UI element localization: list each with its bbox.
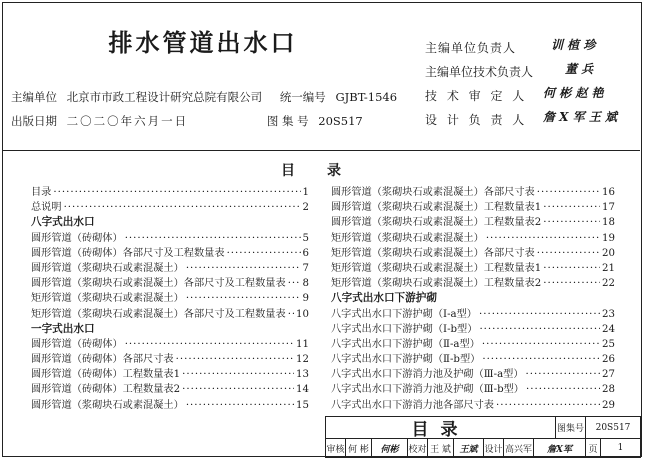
reviewer-label: 技 术 审 定 人 [425,89,528,103]
toc-entry-label: 圆形管道（浆砌块石或素混凝土）各部尺寸表 [331,187,535,198]
toc-entry[interactable] [31,231,309,246]
toc-leader-dots [482,337,600,352]
toc-section-heading [31,215,309,230]
toc-left-column [31,185,309,413]
toc-entry-label: 圆形管道（砖砌体）各部尺寸表 [31,354,174,366]
toc-entry-label: 八字式出水口下游护砌（Ⅰ-b型） [331,323,478,335]
toc-entry-label: 八字式出水口下游护砌 [331,292,437,305]
designer-name: 高兴军 [504,439,534,458]
toc-entry-label: 圆形管道（浆砌块石或素混凝土）工程数量表2 [331,217,542,229]
toc-entry[interactable] [331,382,615,397]
designer-label: 设 计 负 责 人 [425,113,528,127]
toc-leader-dots [543,276,600,291]
toc-leader-dots [125,231,301,246]
toc-entry[interactable] [31,352,309,367]
tech-head-label: 主编单位技术负责人 [425,65,534,79]
toc-entry[interactable] [331,276,615,291]
page-number: 1 [601,439,641,458]
unit-head-signature: 训 植 珍 [551,38,596,52]
toc-leader-dots [537,185,600,200]
toc-leader-dots [186,291,301,306]
toc-leader-dots [176,352,294,367]
editor-unit-line [11,89,397,105]
toc-entry[interactable] [331,215,615,230]
tech-head-signature: 董 兵 [565,62,594,76]
toc-entry-page: 11 [296,338,309,350]
atlas-no-label: 图集号 [556,417,586,439]
toc-leader-dots [288,307,294,322]
toc-entry-label: 八字式出水口下游护砌（Ⅱ-b型） [331,354,481,366]
toc-section-heading [31,322,309,337]
editor-unit: 北京市市政工程设计研究总院有限公司 [66,90,263,104]
toc-entry[interactable] [331,307,615,322]
toc-entry-page: 22 [602,278,615,290]
title-block-name: 目录 [326,417,556,439]
toc-entry-label: 圆形管道（浆砌块石或素混凝土） [31,262,184,274]
designer-sign: 詹X军 [534,439,586,458]
toc-entry-page: 16 [602,187,615,198]
designer-signature: 詹 X 军 王 斌 [543,110,618,124]
page-label: 页 [586,439,601,458]
pub-date-label: 出版日期 [11,114,57,128]
toc-entry-page: 15 [296,399,309,411]
toc-entry-page: 27 [602,369,615,381]
toc-leader-dots [543,215,600,230]
toc-entry-page: 9 [302,293,309,305]
toc-entry-label: 总说明 [31,202,62,214]
toc-entry-label: 圆形管道（砖砌体） [31,338,123,350]
toc-entry-page: 29 [602,399,615,411]
toc-leader-dots [479,307,600,322]
toc-leader-dots [186,398,294,413]
toc-entry-label: 八字式出水口下游消力池及护砌（Ⅲ-b型） [331,384,524,396]
toc-entry[interactable] [31,382,309,397]
toc-entry-page: 13 [296,369,309,381]
toc-entry-label: 矩形管道（浆砌块石或素混凝土）工程数量表2 [331,278,542,290]
toc-entry-page: 26 [602,354,615,366]
toc-entry[interactable] [31,246,309,261]
toc-entry[interactable] [31,291,309,306]
toc-entry-page: 21 [602,262,615,274]
serial-label: 统一编号 [279,90,326,104]
toc-entry[interactable] [331,367,615,382]
toc-leader-dots [227,246,301,261]
toc-entry[interactable] [331,185,615,200]
title-block [325,416,641,458]
toc-leader-dots [526,382,600,397]
toc-leader-dots [479,322,600,337]
toc-leader-dots [537,246,600,261]
page-title: 排水管道出水口 [108,28,298,57]
toc-entry-label: 八字式出水口 [31,216,95,229]
toc-entry-label: 目录 [31,187,52,198]
editor-unit-label: 主编单位 [11,90,57,104]
toc-entry[interactable] [331,261,615,276]
serial-number: GJBT-1546 [335,90,398,104]
toc-leader-dots [482,352,600,367]
reviewer-signature: 何 彬 赵 艳 [543,86,604,100]
toc-entry[interactable] [331,231,615,246]
review-label: 审核 [326,439,346,458]
atlas-label: 图 集 号 [266,114,309,128]
design-label: 设计 [484,439,504,458]
toc-entry[interactable] [331,398,615,413]
toc-entry[interactable] [331,200,615,215]
toc-entry-label: 圆形管道（砖砌体）各部尺寸及工程数量表 [31,247,225,259]
toc-entry[interactable] [31,185,309,200]
toc-entry-page: 1 [302,187,309,198]
toc-entry-page: 6 [302,247,309,259]
toc-entry[interactable] [31,200,309,215]
toc-entry-label: 圆形管道（浆砌块石或素混凝土）工程数量表1 [331,202,542,214]
toc-leader-dots [486,231,600,246]
toc-entry-label: 圆形管道（砖砌体） [31,232,123,244]
toc-entry-page: 18 [602,217,615,229]
toc-entry-page: 5 [302,232,309,244]
toc-entry-label: 八字式出水口下游护砌（Ⅱ-a型） [331,338,480,350]
toc-entry-label: 矩形管道（浆砌块石或素混凝土）各部尺寸及工程数量表 [31,308,286,320]
toc-leader-dots [496,398,600,413]
toc-entry-label: 八字式出水口下游护砌（Ⅰ-a型） [331,308,477,320]
toc-entry-label: 圆形管道（浆砌块石或素混凝土） [31,399,184,411]
toc-entry-page: 24 [602,323,615,335]
atlas-number: 20S517 [318,114,363,128]
toc-leader-dots [543,200,600,215]
toc-section-heading [331,291,615,306]
toc-entry-page: 7 [302,262,309,274]
toc-leader-dots [53,185,300,200]
drawing-frame [2,2,642,457]
toc-entry-page: 23 [602,308,615,320]
toc-right-column [331,185,615,413]
toc-entry-page: 20 [602,247,615,259]
toc-leader-dots [186,261,301,276]
toc-heading-char: 目 [281,163,295,179]
toc-entry-label: 圆形管道（砖砌体）工程数量表2 [31,384,181,396]
toc-entry-page: 14 [296,384,309,396]
toc-leader-dots [64,200,301,215]
toc-entry-label: 圆形管道（砖砌体）工程数量表1 [31,369,181,381]
toc-entry-page: 8 [302,278,309,290]
toc-entry-label: 矩形管道（浆砌块石或素混凝土）各部尺寸表 [331,247,535,259]
toc-leader-dots [125,337,294,352]
toc-entry-page: 12 [296,354,309,366]
toc-entry[interactable] [31,367,309,382]
toc-leader-dots [182,382,294,397]
pub-date: 二〇二〇年六月一日 [66,114,189,128]
toc-entry-page: 10 [296,308,309,320]
toc-entry[interactable] [31,307,309,322]
toc-entry-page: 19 [602,232,615,244]
toc-entry[interactable] [31,276,309,291]
toc-entry-label: 八字式出水口下游消力池及护砌（Ⅲ-a型） [331,369,524,381]
toc-heading-char: 录 [327,163,341,179]
toc-entry[interactable] [31,398,309,413]
toc-entry[interactable] [31,261,309,276]
header-block [3,3,640,151]
toc-leader-dots [182,367,294,382]
checker-name: 王 斌 [428,439,454,458]
reviewer-sign: 何彬 [372,439,408,458]
toc-entry[interactable] [331,352,615,367]
toc-leader-dots [526,367,601,382]
toc-entry-label: 矩形管道（浆砌块石或素混凝土） [31,293,184,305]
toc-entry[interactable] [331,322,615,337]
reviewer-name: 何 彬 [346,439,372,458]
toc-leader-dots [288,276,301,291]
toc-entry[interactable] [331,246,615,261]
toc-entry-page: 17 [602,202,615,214]
toc-entry-label: 圆形管道（浆砌块石或素混凝土）各部尺寸及工程数量表 [31,278,286,290]
toc-entry[interactable] [31,337,309,352]
toc-heading [281,160,373,180]
toc-entry-label: 一字式出水口 [31,322,95,335]
checker-sign: 王斌 [454,439,484,458]
check-label: 校对 [408,439,428,458]
toc-entry-label: 矩形管道（浆砌块石或素混凝土）工程数量表1 [331,262,542,274]
toc-entry-page: 28 [602,384,615,396]
toc-entry-page: 25 [602,338,615,350]
toc-leader-dots [543,261,600,276]
pub-date-line [11,113,363,129]
atlas-no: 20S517 [586,417,641,439]
toc-entry-label: 矩形管道（浆砌块石或素混凝土） [331,232,484,244]
toc-entry[interactable] [331,337,615,352]
toc-entry-label: 八字式出水口下游消力池各部尺寸表 [331,399,494,411]
toc-entry-page: 2 [302,202,309,214]
unit-head-label: 主编单位负责人 [425,41,517,55]
